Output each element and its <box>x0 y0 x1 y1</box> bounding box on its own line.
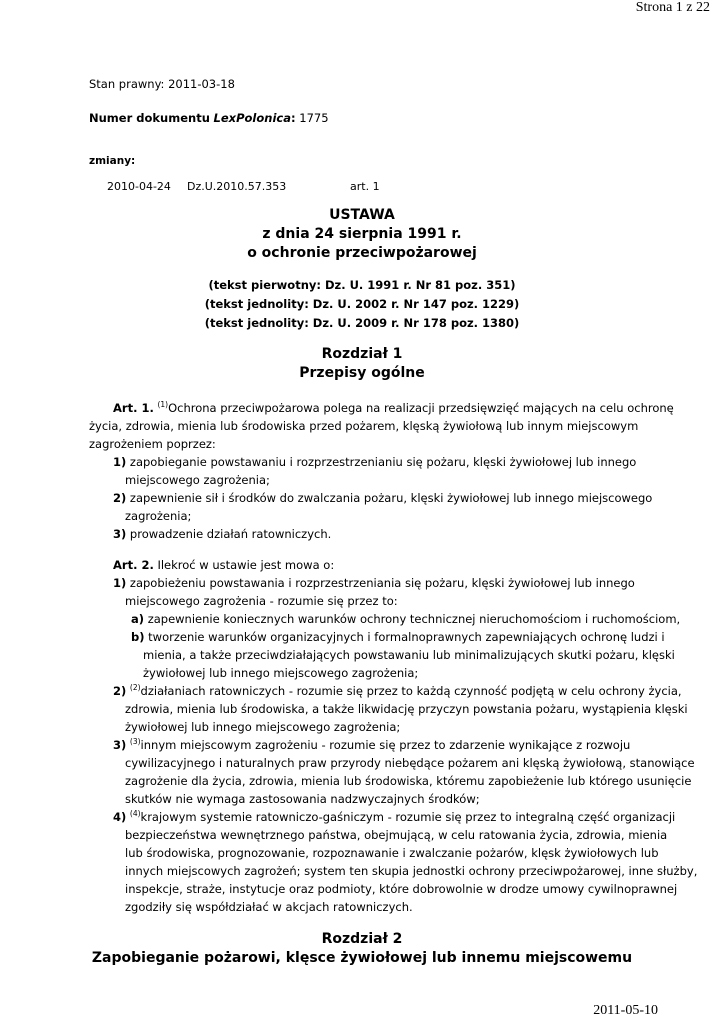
article-2-point-1-cont: miejscowego zagrożenia - rozumie się przez to: <box>125 594 398 608</box>
amendments-label: zmiany: <box>89 155 136 167</box>
amendment-reference: Dz.U.2010.57.353 <box>187 180 287 193</box>
legal-status <box>89 77 235 91</box>
chapter-1-title: Przepisy ogólne <box>299 365 425 381</box>
article-1-point-1-text: zapobieganie powstawaniu i rozprzestrzenianiu się pożaru, klęski żywiołowej lub innego <box>129 455 637 469</box>
chapter-1-number: Rozdział 1 <box>321 346 403 362</box>
article-2-subpoint-b-text: tworzenie warunków organizacyjnych i formalnoprawnych zapewniających ochronę ludzi i <box>148 630 665 644</box>
article-2-point-3-cont-2: zagrożenie dla życia, zdrowia, mienia lub środowiska, któremu zapobieżenie lub którego usunięcie <box>125 774 692 788</box>
legal-status-label: Stan prawny: <box>89 77 165 91</box>
document-number <box>89 111 329 125</box>
consolidated-text-ref-2002: (tekst jednolity: Dz. U. 2002 r. Nr 147 poz. 1229) <box>204 297 520 311</box>
article-2-point-4-cont-2: lub środowiska, prognozowanie, rozpoznawanie i zwalczanie pożarów, klęsk żywiołowych lub <box>125 846 659 860</box>
article-2-point-4-cont-4: inspekcje, straże, instytucje oraz podmioty, które dobrowolnie w drodze umowy cywilnoprawnej <box>125 882 678 896</box>
article-2-subpoint-a-text: zapewnienie koniecznych warunków ochrony technicznej nieruchomościom i ruchomościom, <box>147 612 681 626</box>
article-2-subpoint-b-cont-2: żywiołowej lub innego miejscowego zagrożenia; <box>143 666 419 680</box>
article-2-point-2-cont-1: zdrowia, mienia lub środowiska, a także likwidację przyczyn powstania pożaru, wystąpienia klęski <box>125 702 688 716</box>
consolidated-text-ref-2009: (tekst jednolity: Dz. U. 2009 r. Nr 178 poz. 1380) <box>204 316 520 330</box>
page-number: Strona 1 z 22 <box>635 0 710 15</box>
article-2-point-3-text: innym miejscowym zagrożeniu - rozumie się przez to zdarzenie wynikające z rozwoju <box>140 738 631 752</box>
article-2-subpoint-a-letter: a) <box>131 612 145 626</box>
print-date: 2011-05-10 <box>593 1003 658 1018</box>
article-1-text-1: Ochrona przeciwpożarowa polega na realizacji przedsięwzięć mających na celu ochronę <box>168 401 674 415</box>
article-1-label: Art. 1. <box>113 401 154 415</box>
article-2-point-2-text: działaniach ratowniczych - rozumie się przez to każdą czynność podjętą w celu ochrony życia, <box>140 684 682 698</box>
act-date: z dnia 24 sierpnia 1991 r. <box>262 226 462 242</box>
footnote-ref-1: (1) <box>157 400 169 409</box>
article-2-subpoint-b-cont-1: mienia, a także przeciwdziałających powstawaniu lub minimalizujących skutki pożaru, klęski <box>143 648 675 662</box>
article-1-point-2-text: zapewnienie sił i środków do zwalczania pożaru, klęski żywiołowej lub innego miejscowego <box>129 491 653 505</box>
footnote-ref-3: (3) <box>129 737 141 746</box>
article-2-point-3-cont-1: cywilizacyjnego i naturalnych praw przyrody niebędące pożarem ani klęską żywiołową, stanowiące <box>125 756 695 770</box>
act-subject: o ochronie przeciwpożarowej <box>247 245 477 261</box>
article-1-point-3-text: prowadzenie działań ratowniczych. <box>129 527 332 541</box>
article-1-text-3: zagrożeniem poprzez: <box>89 437 216 451</box>
article-2-point-4-cont-3: innych miejscowych zagrożeń; system ten skupia jednostki ochrony przeciwpożarowej, inne służby, <box>125 864 698 878</box>
article-2-point-3-cont-3: skutków nie wymaga zastosowania nadzwyczajnych środków; <box>125 792 480 806</box>
article-2-point-2-number: 2) <box>113 684 127 698</box>
chapter-2-title: Zapobieganie pożarowi, klęsce żywiołowej lub innemu miejscowemu <box>91 950 633 966</box>
article-1-text-2: życia, zdrowia, mienia lub środowiska przed pożarem, klęską żywiołową lub innym miejscowym <box>89 419 639 433</box>
footnote-ref-4: (4) <box>129 809 141 818</box>
document-number-brand: LexPolonica <box>213 111 291 125</box>
amendment-date: 2010-04-24 <box>107 180 171 193</box>
legal-status-value: 2011-03-18 <box>168 77 235 91</box>
article-2-label: Art. 2. <box>113 558 154 572</box>
article-2-point-4-text: krajowym systemie ratowniczo-gaśniczym - rozumie się przez to integralną część organizacji <box>140 810 676 824</box>
article-2-point-4-number: 4) <box>113 810 127 824</box>
article-1-point-3-number: 3) <box>113 527 127 541</box>
article-2-subpoint-b-letter: b) <box>131 630 145 644</box>
article-2-point-2-cont-2: żywiołowej lub innego miejscowego zagrożenia; <box>125 720 401 734</box>
article-2-point-1-number: 1) <box>113 576 127 590</box>
article-1-point-2-number: 2) <box>113 491 127 505</box>
article-1-point-2-cont: zagrożenia; <box>125 509 192 523</box>
article-2-point-4-cont-1: bezpieczeństwa wewnętrznego państwa, obejmującą, w celu ratowania życia, zdrowia, mienia <box>125 828 668 842</box>
amendment-article: art. 1 <box>350 180 380 193</box>
chapter-2-number: Rozdział 2 <box>321 931 403 947</box>
article-2-point-4-cont-5: zgodziły się współdziałać w akcjach ratowniczych. <box>125 900 413 914</box>
article-1-point-1-number: 1) <box>113 455 127 469</box>
article-2-intro: Ilekroć w ustawie jest mowa o: <box>157 558 335 572</box>
act-title: USTAWA <box>329 207 395 223</box>
article-1-point-1-cont: miejscowego zagrożenia; <box>125 473 270 487</box>
document-number-colon: : <box>290 111 296 125</box>
article-2-point-1-text: zapobieżeniu powstawania i rozprzestrzeniania się pożaru, klęski żywiołowej lub innego <box>129 576 635 590</box>
article-2-point-3-number: 3) <box>113 738 127 752</box>
document-number-label: Numer dokumentu <box>89 111 210 125</box>
original-text-ref: (tekst pierwotny: Dz. U. 1991 r. Nr 81 poz. 351) <box>208 278 516 292</box>
footnote-ref-2: (2) <box>129 683 141 692</box>
document-number-value: 1775 <box>299 111 329 125</box>
